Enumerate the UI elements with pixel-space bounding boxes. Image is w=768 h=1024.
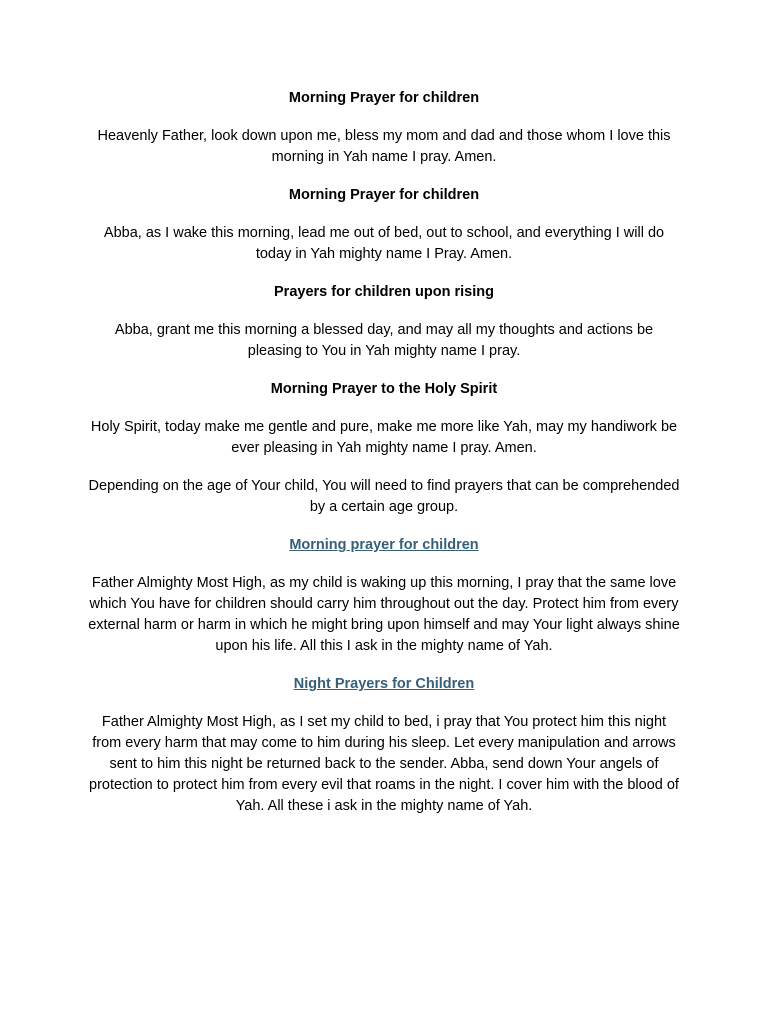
section-body: Holy Spirit, today make me gentle and pure, make me more like Yah, may my handiwork be ever pleasing in Yah mighty name I pray. Amen. xyxy=(90,419,678,456)
section-body: Father Almighty Most High, as my child is waking up this morning, I pray that the same love which You have for children should carry him throughout out the day. Protect him from every external harm or harm in which he might bring upon himself and may Your light always shine upon his life. All this I ask in the mighty name of Yah. xyxy=(88,575,680,654)
section-heading: Morning Prayer for children xyxy=(288,90,480,106)
section-body: Father Almighty Most High, as I set my child to bed, i pray that You protect him this night from every harm that may come to him during his sleep. Let every manipulation and arrows sent to him this night be returned back to the sender. Abba, send down Your angels of protection to protect him from every evil that roams in the night. I cover him with the blood of Yah. All these i ask in the mighty name of Yah. xyxy=(89,714,679,814)
section-morning-prayer-link xyxy=(88,535,680,657)
section-holy-spirit xyxy=(88,379,680,459)
section-night-prayers-link xyxy=(88,674,680,817)
section-body: Abba, as I wake this morning, lead me out of bed, out to school, and everything I will do today in Yah mighty name I Pray. Amen. xyxy=(103,225,665,262)
night-prayers-link[interactable]: Night Prayers for Children xyxy=(293,676,475,692)
morning-prayer-link[interactable]: Morning prayer for children xyxy=(289,537,479,553)
section-heading: Morning Prayer for children xyxy=(288,187,480,203)
document-page xyxy=(88,88,680,834)
section-body: Abba, grant me this morning a blessed day, and may all my thoughts and actions be pleasing to You in Yah mighty name I pray. xyxy=(114,322,654,359)
section-heading: Morning Prayer to the Holy Spirit xyxy=(270,381,498,397)
section-heading: Prayers for children upon rising xyxy=(274,284,494,300)
section-morning-prayer-2 xyxy=(88,185,680,265)
section-morning-prayer-1 xyxy=(88,88,680,168)
section-body: Heavenly Father, look down upon me, bless my mom and dad and those whom I love this morning in Yah name I pray. Amen. xyxy=(97,128,671,165)
age-note: Depending on the age of Your child, You will need to find prayers that can be comprehended by a certain age group. xyxy=(88,478,680,515)
section-upon-rising xyxy=(88,282,680,362)
